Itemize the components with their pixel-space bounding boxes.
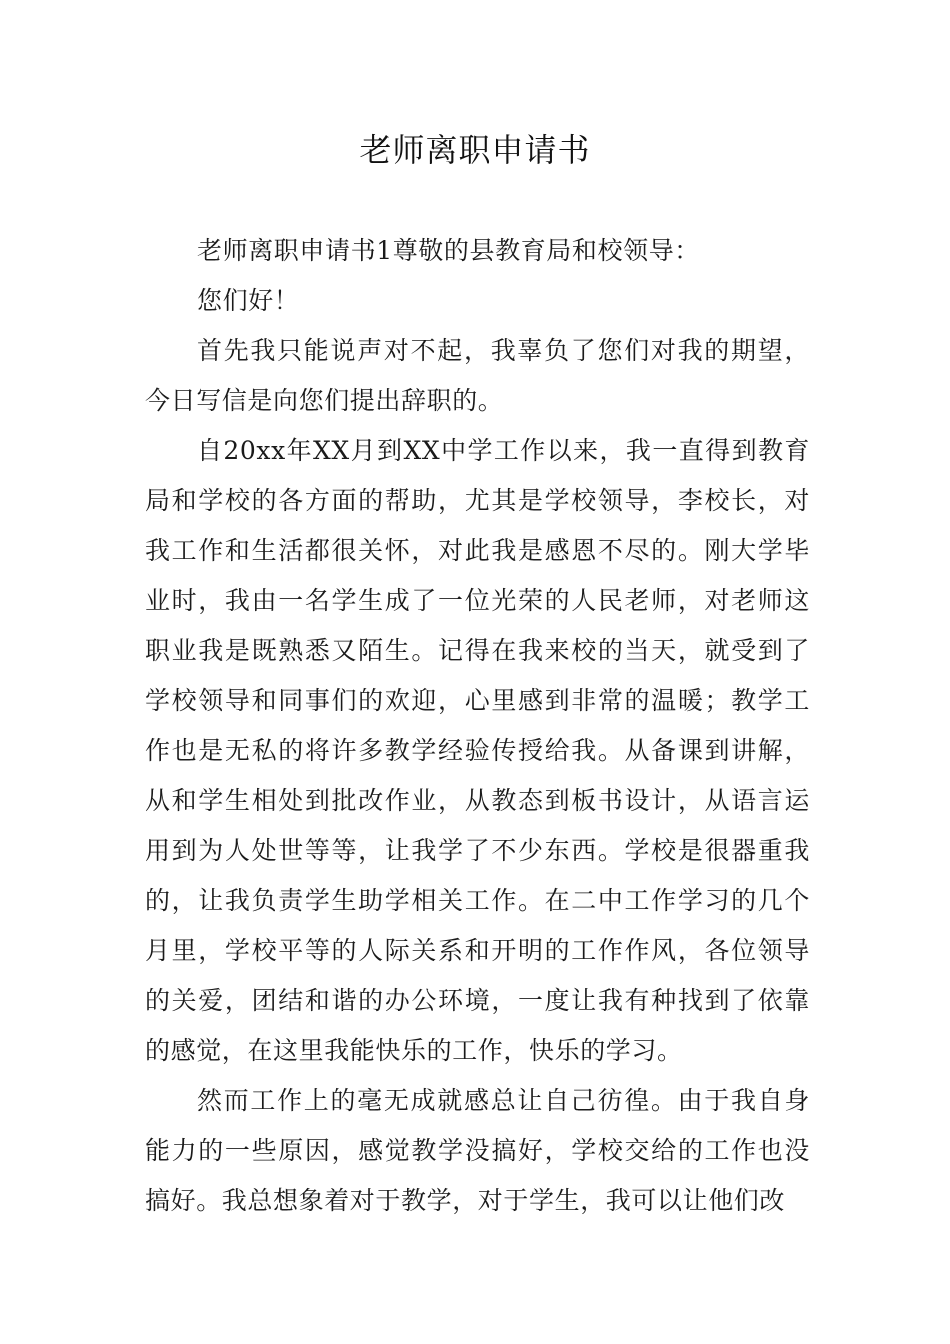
paragraph-reason: 然而工作上的毫无成就感总让自己彷徨。由于我自身能力的一些原因，感觉教学没搞好，学校交给的工作也没搞好。我总想象着对于教学，对于学生，我可以让他们改 bbox=[145, 1086, 810, 1215]
paragraph-experience: 自20xx年XX月到XX中学工作以来，我一直得到教育局和学校的各方面的帮助，尤其是学校领导，李校长，对我工作和生活都很关怀，对此我是感恩不尽的。刚大学毕业时，我由一名学生成了一位光荣的人民老师，对老师这职业我是既熟悉又陌生。记得在我来校的当天，就受到了学校领导和同事们的欢迎，心里感到非常的温暖；教学工作也是无私的将许多教学经验传授给我。从备课到讲解，从和学生相处到批改作业，从教态到板书设计，从语言运用到为人处世等等，让我学了不少东西。学校是很器重我的，让我负责学生助学相关工作。在二中工作学习的几个月里，学校平等的人际关系和开明的工作作风，各位领导的关爱，团结和谐的办公环境，一度让我有种找到了依靠的感觉，在这里我能快乐的工作，快乐的学习。 bbox=[145, 436, 810, 1065]
document-title: 老师离职申请书 bbox=[359, 131, 591, 169]
paragraph-apology: 首先我只能说声对不起，我辜负了您们对我的期望，今日写信是向您们提出辞职的。 bbox=[145, 336, 810, 415]
paragraph-salutation: 您们好！ bbox=[197, 286, 300, 315]
paragraph-greeting: 老师离职申请书1尊敬的县教育局和校领导： bbox=[197, 236, 700, 265]
document-body bbox=[145, 226, 810, 1226]
